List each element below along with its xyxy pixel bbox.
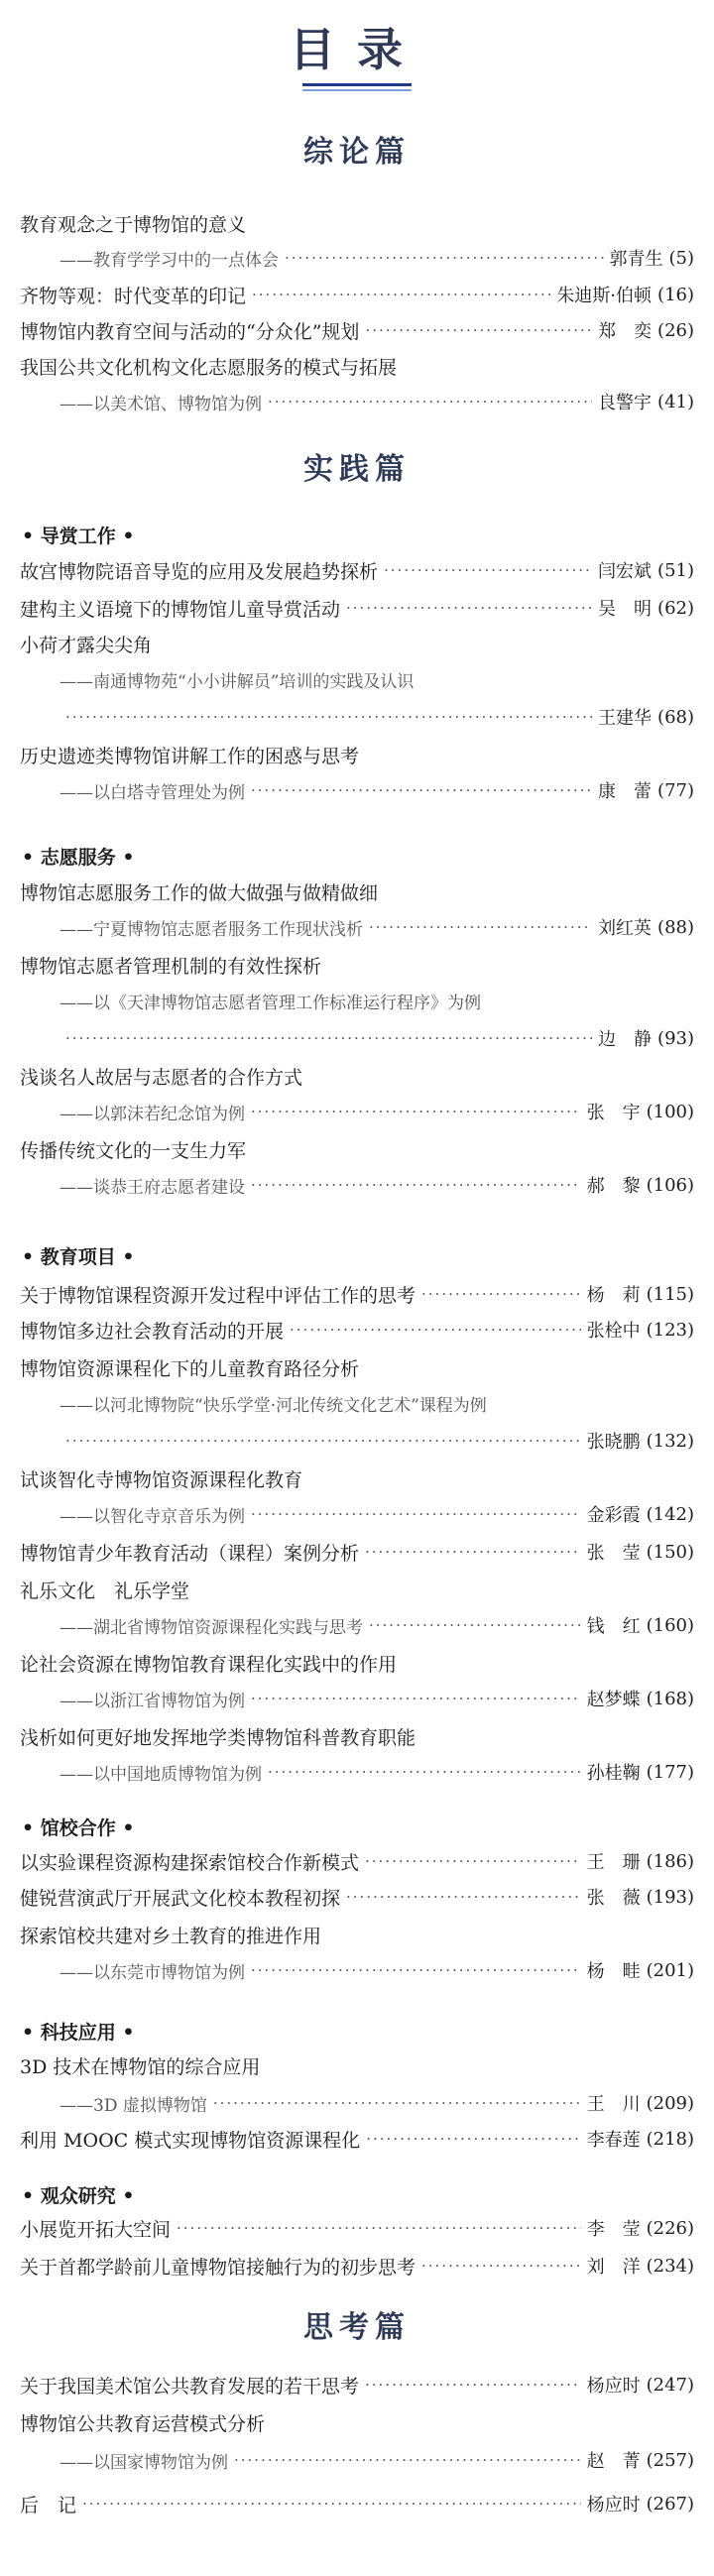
entry-author: 康 蕾 <box>598 781 653 802</box>
entry-page-number: (186) <box>646 1850 694 1872</box>
entry-author: 张晓鹏 <box>586 1432 641 1453</box>
entry-author: 张 莹 <box>586 1543 641 1564</box>
entry-subtitle: ——以郭沫若纪念馆为例 <box>60 1104 245 1124</box>
entry-author: 张 宇 <box>586 1103 641 1123</box>
entry-page-number: (106) <box>646 1174 694 1196</box>
section-heading: • 观众研究 • <box>22 2185 135 2207</box>
entry-author: 赵 菁 <box>586 2451 641 2472</box>
part-heading-2: 实践篇 <box>303 452 411 487</box>
entry-title: 后 记 <box>20 2494 77 2517</box>
toc-entry <box>20 2050 694 2080</box>
dot-leader <box>365 321 592 339</box>
entry-title: 浅谈名人故居与志愿者的合作方式 <box>20 1066 303 1089</box>
entry-title: 教育观念之于博物馆的意义 <box>20 213 247 236</box>
entry-page-number: (115) <box>646 1283 694 1305</box>
entry-author: 郝 黎 <box>586 1176 641 1197</box>
toc-entry <box>20 1920 694 1949</box>
entry-author: 郭青生 <box>609 249 663 270</box>
entry-page-number: (77) <box>657 779 694 801</box>
entry-page-number: (193) <box>646 1886 694 1908</box>
entry-author: 郑 奕 <box>598 321 653 342</box>
entry-title: 利用 MOOC 模式实现博物馆资源课程化 <box>20 2129 361 2152</box>
section-heading: • 教育项目 • <box>22 1246 135 1268</box>
part-heading-3: 思考篇 <box>303 2310 411 2345</box>
entry-title: 关于我国美术馆公共教育发展的若干思考 <box>20 2375 360 2398</box>
entry-author: 李春莲 <box>586 2130 641 2151</box>
entry-author: 朱迪斯·伯顿 <box>556 286 653 306</box>
dot-leader <box>268 393 592 410</box>
toc-entry <box>20 2370 694 2400</box>
toc-subtitle-line <box>60 1023 694 1053</box>
toc-subtitle-line <box>60 1610 694 1640</box>
toc-entry <box>20 280 694 309</box>
toc-entry <box>20 1061 694 1091</box>
entry-title: 浅析如何更好地发挥地学类博物馆科普教育职能 <box>20 1726 416 1749</box>
dot-leader <box>369 918 592 936</box>
toc-entry <box>20 2489 694 2518</box>
entry-author: 杨 莉 <box>586 1285 641 1306</box>
section-heading: • 导赏工作 • <box>22 526 135 547</box>
entry-page-number: (201) <box>646 1959 694 1981</box>
toc-entry <box>20 1575 694 1604</box>
entry-author: 张栓中 <box>586 1321 641 1342</box>
entry-title: 3D 技术在博物馆的综合应用 <box>20 2055 261 2078</box>
toc-subtitle-line <box>60 664 694 694</box>
toc-subtitle-line <box>60 1499 694 1529</box>
toc-entry <box>20 208 694 238</box>
toc-entry <box>20 1352 694 1382</box>
dot-leader <box>290 1321 581 1339</box>
dot-leader <box>285 249 604 267</box>
entry-title: 博物馆内教育空间与活动的“分众化”规划 <box>20 320 360 343</box>
entry-subtitle: ——以中国地质博物馆为例 <box>60 1764 262 1785</box>
page-title: 目录 <box>290 23 424 76</box>
dot-leader <box>365 2376 581 2394</box>
toc-entry <box>20 2251 694 2281</box>
section-heading: • 志愿服务 • <box>22 847 135 869</box>
toc-subtitle-line <box>60 986 694 1015</box>
entry-page-number: (267) <box>646 2493 694 2515</box>
toc-subtitle-line <box>60 2088 694 2118</box>
dot-leader <box>251 1690 581 1707</box>
entry-author: 王 珊 <box>586 1852 641 1873</box>
dot-leader <box>252 286 550 303</box>
entry-page-number: (5) <box>668 247 694 269</box>
dot-leader <box>346 599 592 617</box>
entry-page-number: (209) <box>646 2092 694 2114</box>
title-underline-secondary <box>302 89 412 91</box>
toc-entry <box>20 1134 694 1164</box>
entry-subtitle: ——谈恭王府志愿者建设 <box>60 1177 245 1198</box>
toc-entry <box>20 2407 694 2437</box>
toc-entry <box>20 950 694 980</box>
entry-page-number: (168) <box>646 1688 694 1709</box>
entry-title: 建构主义语境下的博物馆儿童导赏活动 <box>20 598 341 621</box>
dot-leader <box>366 2130 580 2148</box>
entry-author: 王 川 <box>586 2094 641 2115</box>
entry-page-number: (100) <box>646 1101 694 1122</box>
dot-leader <box>365 1852 581 1870</box>
entry-author: 刘 洋 <box>586 2257 641 2278</box>
part-heading-1: 综论篇 <box>303 135 411 170</box>
entry-page-number: (93) <box>657 1027 694 1049</box>
toc-subtitle-line <box>60 387 694 416</box>
entry-author: 边 静 <box>598 1029 653 1050</box>
entry-page-number: (16) <box>657 284 694 305</box>
entry-subtitle: ——以浙江省博物馆为例 <box>60 1691 245 1711</box>
dot-leader <box>177 2219 581 2237</box>
dot-leader <box>384 561 592 579</box>
toc-subtitle-line <box>60 1684 694 1713</box>
entry-author: 杨应时 <box>586 2495 641 2516</box>
toc-entry <box>20 1846 694 1876</box>
toc-subtitle-line <box>60 2445 694 2475</box>
entry-subtitle: ——以美术馆、博物馆为例 <box>60 394 262 414</box>
entry-title: 博物馆志愿服务工作的做大做强与做精做细 <box>20 881 379 904</box>
entry-title: 博物馆青少年教育活动（课程）案例分析 <box>20 1542 360 1565</box>
entry-page-number: (132) <box>646 1430 694 1452</box>
toc-entry <box>20 1648 694 1678</box>
entry-page-number: (247) <box>646 2374 694 2396</box>
toc-entry <box>20 315 694 345</box>
toc-entry <box>20 877 694 906</box>
entry-author: 赵梦蝶 <box>586 1690 641 1710</box>
entry-title: 传播传统文化的一支生力军 <box>20 1139 247 1162</box>
toc-entry <box>20 1721 694 1751</box>
entry-page-number: (41) <box>657 391 694 412</box>
toc-entry <box>20 593 694 623</box>
entry-subtitle: ——以河北博物院“快乐学堂·河北传统文化艺术”课程为例 <box>60 1395 487 1416</box>
entry-title: 历史遗迹类博物馆讲解工作的困惑与思考 <box>20 745 360 767</box>
entry-page-number: (68) <box>657 706 694 728</box>
dot-leader <box>268 1763 581 1781</box>
entry-page-number: (62) <box>657 597 694 619</box>
dot-leader <box>65 1029 592 1047</box>
entry-page-number: (257) <box>646 2449 694 2471</box>
entry-author: 张 薇 <box>586 1888 641 1909</box>
entry-title: 小展览开拓大空间 <box>20 2218 172 2241</box>
toc-subtitle-line <box>60 1757 694 1787</box>
entry-subtitle: ——以东莞市博物馆为例 <box>60 1962 245 1983</box>
dot-leader <box>421 1285 581 1303</box>
toc-entry <box>20 629 694 658</box>
section-heading: • 馆校合作 • <box>22 1817 135 1839</box>
entry-page-number: (218) <box>646 2128 694 2150</box>
dot-leader <box>251 1176 581 1194</box>
dot-leader <box>251 1505 581 1523</box>
entry-subtitle: ——以国家博物馆为例 <box>60 2452 228 2473</box>
toc-entry <box>20 351 694 381</box>
toc-entry <box>20 1537 694 1567</box>
entry-title: 试谈智化寺博物馆资源课程化教育 <box>20 1468 303 1491</box>
entry-subtitle: ——3D 虚拟博物馆 <box>60 2095 207 2116</box>
entry-author: 李 莹 <box>586 2219 641 2240</box>
toc-subtitle-line <box>60 1097 694 1126</box>
entry-subtitle: ——教育学学习中的一点体会 <box>60 250 279 271</box>
entry-author: 孙桂鞠 <box>586 1763 641 1784</box>
dot-leader <box>234 2451 581 2469</box>
toc-subtitle-line <box>60 1426 694 1456</box>
dot-leader <box>65 1432 581 1450</box>
entry-title: 故宫博物院语音导览的应用及发展趋势探析 <box>20 560 379 583</box>
toc-entry <box>20 740 694 769</box>
entry-title: 以实验课程资源构建探索馆校合作新模式 <box>20 1851 360 1874</box>
dot-leader <box>65 708 592 726</box>
entry-page-number: (226) <box>646 2217 694 2239</box>
toc-entry <box>20 1464 694 1493</box>
dot-leader <box>346 1888 581 1906</box>
toc-subtitle-line <box>60 702 694 732</box>
entry-subtitle: ——以白塔寺管理处为例 <box>60 782 245 803</box>
toc-entry <box>20 555 694 585</box>
entry-page-number: (234) <box>646 2255 694 2277</box>
toc-subtitle-line <box>60 1955 694 1985</box>
entry-page-number: (177) <box>646 1761 694 1783</box>
entry-title: 博物馆资源课程化下的儿童教育路径分析 <box>20 1357 360 1380</box>
entry-page-number: (26) <box>657 319 694 341</box>
entry-subtitle: ——以《天津博物馆志愿者管理工作标准运行程序》为例 <box>60 993 481 1013</box>
entry-title: 我国公共文化机构文化志愿服务的模式与拓展 <box>20 356 398 379</box>
entry-subtitle: ——湖北省博物馆资源课程化实践与思考 <box>60 1617 363 1638</box>
entry-title: 探索馆校共建对乡土教育的推进作用 <box>20 1925 322 1947</box>
entry-title: 小荷才露尖尖角 <box>20 634 153 656</box>
dot-leader <box>251 781 592 799</box>
entry-page-number: (150) <box>646 1541 694 1563</box>
dot-leader <box>82 2495 581 2513</box>
entry-title: 关于首都学龄前儿童博物馆接触行为的初步思考 <box>20 2256 416 2279</box>
dot-leader <box>369 1616 581 1634</box>
toc-entry <box>20 1882 694 1912</box>
entry-author: 王建华 <box>598 708 653 729</box>
entry-page-number: (142) <box>646 1503 694 1525</box>
entry-author: 杨应时 <box>586 2376 641 2397</box>
entry-title: 博物馆公共教育运营模式分析 <box>20 2412 266 2435</box>
dot-leader <box>251 1961 581 1979</box>
entry-title: 关于博物馆课程资源开发过程中评估工作的思考 <box>20 1284 416 1307</box>
dot-leader <box>251 1103 581 1120</box>
title-underline <box>302 83 412 86</box>
entry-title: 齐物等观：时代变革的印记 <box>20 285 247 307</box>
entry-title: 博物馆志愿者管理机制的有效性探析 <box>20 955 322 978</box>
entry-subtitle: ——宁夏博物馆志愿者服务工作现状浅析 <box>60 919 363 940</box>
toc-subtitle-line <box>60 243 694 273</box>
entry-author: 吴 明 <box>598 599 653 620</box>
section-heading: • 科技应用 • <box>22 2022 135 2044</box>
entry-author: 金彩霞 <box>586 1505 641 1526</box>
toc-subtitle-line <box>60 1170 694 1200</box>
entry-title: 博物馆多边社会教育活动的开展 <box>20 1320 285 1343</box>
entry-page-number: (160) <box>646 1614 694 1636</box>
entry-title: 健锐营演武厅开展武文化校本教程初探 <box>20 1887 341 1910</box>
entry-page-number: (51) <box>657 559 694 581</box>
toc-entry <box>20 2124 694 2154</box>
entry-author: 良警宇 <box>598 393 653 413</box>
dot-leader <box>365 1543 581 1561</box>
entry-author: 刘红英 <box>598 918 653 939</box>
entry-subtitle: ——以智化寺京音乐为例 <box>60 1506 245 1527</box>
dot-leader <box>213 2094 581 2112</box>
toc-entry <box>20 2213 694 2243</box>
entry-title: 礼乐文化 礼乐学堂 <box>20 1580 190 1602</box>
entry-author: 闫宏斌 <box>598 561 653 582</box>
toc-subtitle-line <box>60 1388 694 1418</box>
dot-leader <box>421 2257 581 2275</box>
entry-author: 钱 红 <box>586 1616 641 1637</box>
entry-subtitle: ——南通博物苑“小小讲解员”培训的实践及认识 <box>60 671 415 692</box>
entry-page-number: (88) <box>657 916 694 938</box>
toc-entry <box>20 1315 694 1345</box>
entry-title: 论社会资源在博物馆教育课程化实践中的作用 <box>20 1653 398 1676</box>
entry-page-number: (123) <box>646 1319 694 1341</box>
toc-subtitle-line <box>60 775 694 805</box>
toc-entry <box>20 1279 694 1309</box>
entry-author: 杨 畦 <box>586 1961 641 1982</box>
toc-subtitle-line <box>60 912 694 942</box>
